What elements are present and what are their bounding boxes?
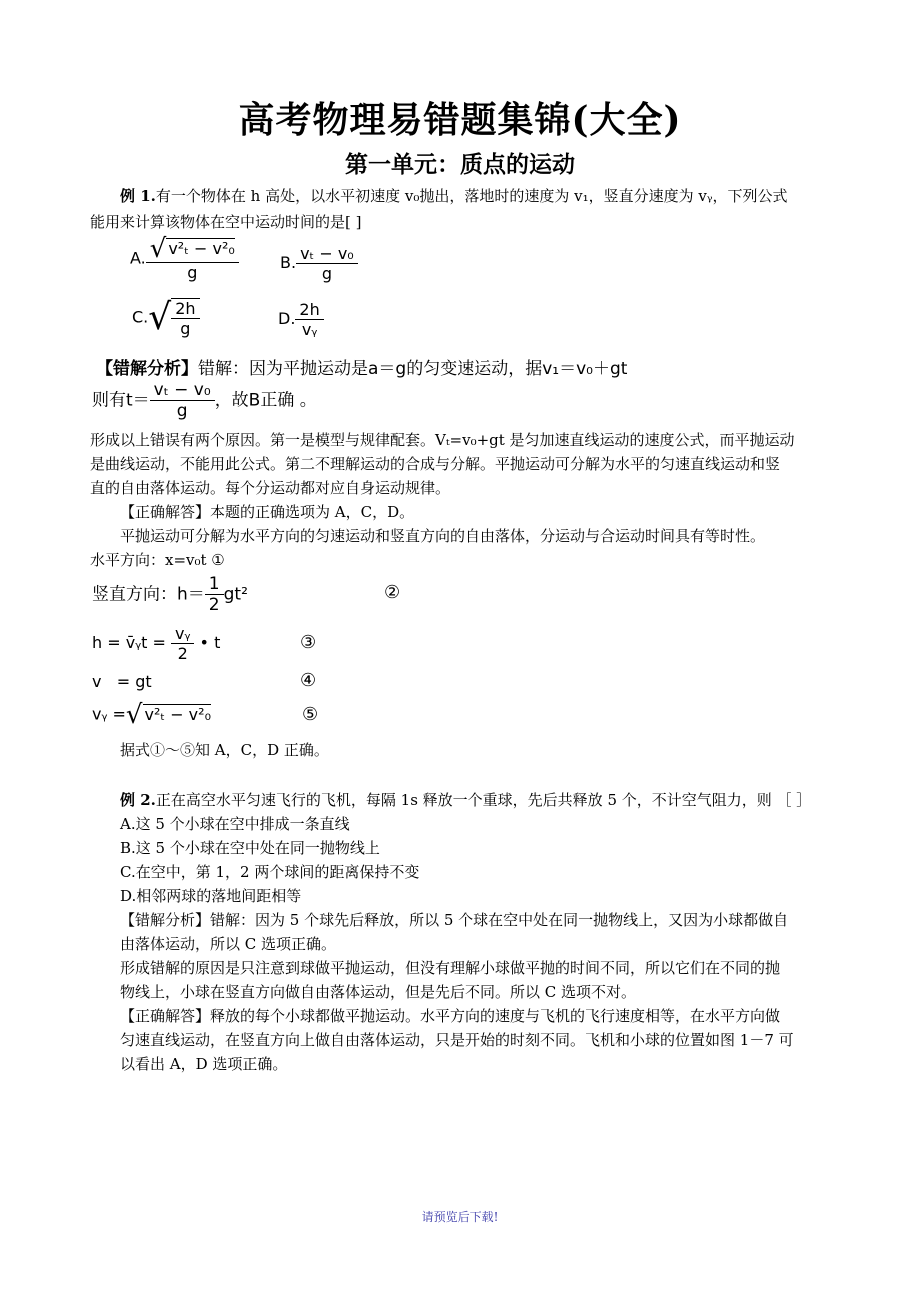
ex1-eq5 bbox=[92, 702, 211, 728]
option-b-label: B. bbox=[280, 253, 297, 272]
ex1-option-d bbox=[278, 300, 324, 339]
eq5-prefix: vᵧ = bbox=[92, 704, 126, 724]
eq3-denominator: 2 bbox=[177, 644, 188, 663]
eq3-prefix: h = v̄ᵧt = bbox=[92, 633, 166, 652]
ex2-reason-2: 物线上，小球在竖直方向做自由落体运动，但是先后不同。所以 C 选项不对。 bbox=[120, 983, 637, 1001]
vertical-prefix: 竖直方向：h＝ bbox=[92, 584, 205, 605]
ex1-option-b bbox=[280, 244, 358, 283]
ex1-reason-1: 形成以上错误有两个原因。第一是模型与规律配套。Vₜ=v₀+gt 是匀加速直线运动的速度公式，而平抛运动 bbox=[90, 431, 795, 449]
ex2-option-a: A.这 5 个小球在空中排成一条直线 bbox=[120, 815, 350, 833]
ex1-text2: 能用来计算该物体在空中运动时间的是[ ] bbox=[90, 213, 362, 231]
option-c-label: C. bbox=[132, 307, 149, 327]
option-c-numerator: 2h bbox=[171, 299, 199, 319]
ex1-label: 例 1. bbox=[120, 187, 156, 205]
ex1-then bbox=[92, 380, 317, 421]
ex1-option-c bbox=[132, 298, 200, 338]
mark-4: ④ bbox=[300, 670, 317, 691]
ex1-vertical bbox=[92, 574, 248, 615]
eq5-radicand: v²ₜ − v²₀ bbox=[144, 704, 211, 724]
option-b-denominator: g bbox=[321, 264, 332, 283]
ex2-reason-1: 形成错解的原因是只注意到球做平抛运动，但没有理解小球做平抛的时间不同，所以它们在不同的抛 bbox=[120, 959, 781, 977]
vertical-suffix: gt² bbox=[223, 584, 248, 605]
wrong-analysis-heading: 【错解分析】 bbox=[96, 359, 198, 379]
ex2-option-c: C.在空中，第 1，2 两个球间的距离保持不变 bbox=[120, 863, 420, 881]
ex1-correct: 【正确解答】本题的正确选项为 A，C，D。 bbox=[120, 503, 415, 521]
option-d-denominator: vᵧ bbox=[301, 320, 318, 339]
ex1-eq4: v = gt bbox=[92, 672, 152, 691]
ex1-option-a bbox=[130, 236, 239, 282]
sqrt-icon: √ bbox=[149, 234, 167, 264]
option-d-label: D. bbox=[278, 309, 296, 328]
eq3-suffix: • t bbox=[199, 633, 221, 652]
option-a-fraction bbox=[146, 236, 239, 282]
option-b-numerator: vₜ − v₀ bbox=[296, 244, 358, 264]
eq3-fraction bbox=[171, 624, 194, 663]
then-suffix: ，故B正确 。 bbox=[214, 390, 317, 411]
option-c-denominator: g bbox=[180, 319, 191, 338]
sqrt-icon: √ bbox=[125, 700, 143, 730]
mark-3: ③ bbox=[300, 632, 317, 653]
ex1-wrong-analysis bbox=[96, 354, 627, 379]
page-title: 高考物理易错题集锦(大全) bbox=[238, 99, 682, 141]
ex1-question bbox=[120, 184, 788, 208]
ex1-explanation: 平抛运动可分解为水平方向的匀速运动和竖直方向的自由落体，分运动与合运动时间具有等时性。 bbox=[120, 527, 766, 545]
eq3-numerator: vᵧ bbox=[171, 624, 194, 644]
vertical-denominator: 2 bbox=[208, 595, 220, 615]
option-a-label: A. bbox=[130, 248, 146, 268]
ex1-horizontal: 水平方向：x=v₀t ① bbox=[90, 551, 225, 569]
vertical-fraction bbox=[205, 574, 224, 615]
ex2-question bbox=[120, 788, 811, 812]
footer-note: 请预览后下载! bbox=[421, 1210, 499, 1224]
unit-title: 第一单元：质点的运动 bbox=[345, 151, 575, 178]
ex1-eq3 bbox=[92, 624, 220, 663]
option-a-denominator: g bbox=[187, 263, 198, 282]
ex2-correct-2: 匀速直线运动，在竖直方向上做自由落体运动，只是开始的时刻不同。飞机和小球的位置如图 1－7 可 bbox=[120, 1031, 794, 1049]
vertical-numerator: 1 bbox=[205, 574, 224, 595]
option-c-fraction bbox=[171, 298, 199, 338]
ex1-reason-2: 是曲线运动，不能用此公式。第二不理解运动的合成与分解。平抛运动可分解为水平的匀速直线运动和竖 bbox=[90, 455, 781, 473]
option-a-numerator: v²ₜ − v²₀ bbox=[168, 238, 235, 258]
ex2-option-b: B.这 5 个小球在空中处在同一抛物线上 bbox=[120, 839, 380, 857]
ex2-text1: 正在高空水平匀速飞行的飞机，每隔 1s 释放一个重球，先后共释放 5 个，不计空气阻力，则 ［ ］ bbox=[155, 791, 812, 809]
ex2-correct-3: 以看出 A，D 选项正确。 bbox=[120, 1055, 288, 1073]
ex2-correct-1: 【正确解答】释放的每个小球都做平抛运动。水平方向的速度与飞机的飞行速度相等，在水平方向做 bbox=[120, 1007, 781, 1025]
then-denominator: g bbox=[176, 401, 188, 421]
ex1-reason-3: 直的自由落体运动。每个分运动都对应自身运动规律。 bbox=[90, 479, 451, 497]
ex1-conclusion: 据式①～⑤知 A，C，D 正确。 bbox=[120, 741, 329, 759]
option-d-fraction bbox=[295, 300, 323, 339]
ex2-option-d: D.相邻两球的落地间距相等 bbox=[120, 887, 302, 905]
ex2-wrong-2: 由落体运动，所以 C 选项正确。 bbox=[120, 935, 337, 953]
mark-2: ② bbox=[384, 582, 401, 603]
then-fraction bbox=[150, 380, 215, 421]
then-numerator: vₜ − v₀ bbox=[150, 380, 215, 401]
option-b-fraction bbox=[296, 244, 358, 283]
ex2-wrong-1: 【错解分析】错解：因为 5 个球先后释放，所以 5 个球在空中处在同一抛物线上，又因为小球都做自 bbox=[120, 911, 789, 929]
wrong-analysis-text: 错解：因为平抛运动是a＝g的匀变速运动，据v₁＝v₀＋gt bbox=[198, 359, 628, 379]
option-d-numerator: 2h bbox=[295, 300, 323, 320]
mark-5: ⑤ bbox=[302, 704, 319, 725]
ex2-label: 例 2. bbox=[120, 791, 156, 809]
sqrt-icon: √ bbox=[148, 297, 172, 338]
ex1-text1: 有一个物体在 h 高处，以水平初速度 v₀抛出，落地时的速度为 v₁，竖直分速度为 vᵧ，下列公式 bbox=[155, 187, 788, 205]
then-prefix: 则有t＝ bbox=[92, 390, 150, 411]
